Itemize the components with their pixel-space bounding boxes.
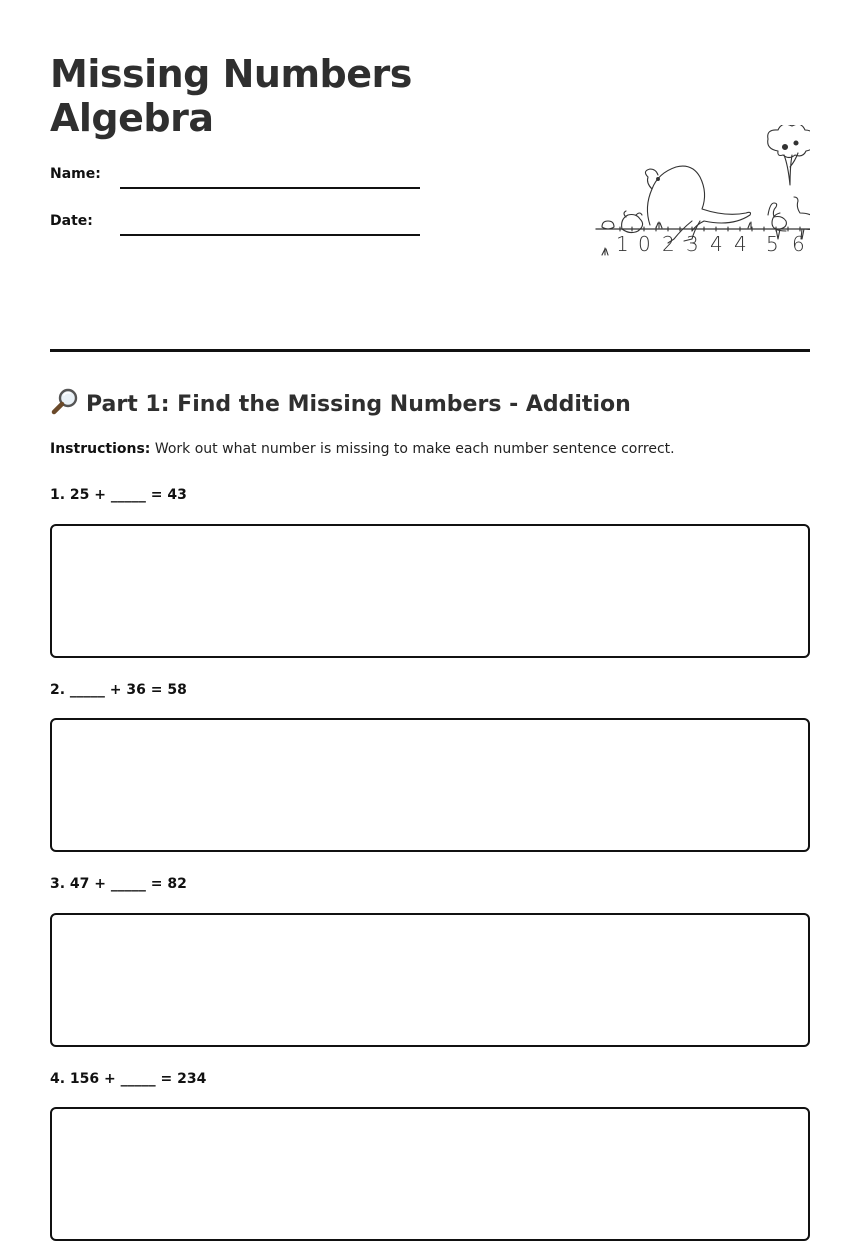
answer-box-1[interactable]	[50, 524, 810, 658]
kangaroo-number-line-illustration	[540, 125, 810, 265]
question-4: 4. 156 + _____ = 234	[50, 1071, 207, 1087]
number-line-label: 4	[710, 232, 723, 256]
instructions-text: Work out what number is missing to make each number sentence correct.	[150, 441, 675, 457]
title-line-1: Missing Numbers	[50, 52, 412, 96]
number-line-label: 0	[638, 232, 651, 256]
question-1: 1. 25 + _____ = 43	[50, 487, 187, 503]
number-line-label: 3	[686, 232, 699, 256]
answer-box-4[interactable]	[50, 1107, 810, 1241]
question-2: 2. _____ + 36 = 58	[50, 682, 187, 698]
date-label: Date:	[50, 213, 93, 229]
question-3: 3. 47 + _____ = 82	[50, 876, 187, 892]
section-divider	[50, 349, 810, 352]
name-label: Name:	[50, 166, 101, 182]
magnifying-glass-icon	[50, 387, 80, 417]
number-line-label: 4	[734, 232, 747, 256]
small-animal-icon	[602, 221, 614, 229]
title-line-2: Algebra	[50, 96, 214, 140]
section-title-text: Part 1: Find the Missing Numbers - Addition	[86, 392, 631, 417]
instructions	[50, 441, 675, 457]
answer-box-2[interactable]	[50, 718, 810, 852]
number-line-label: 2	[662, 232, 675, 256]
section-heading	[50, 387, 631, 421]
tree-icon	[768, 125, 810, 185]
date-field-line[interactable]	[120, 234, 420, 236]
number-line-label: 1	[616, 232, 629, 256]
instructions-label: Instructions:	[50, 441, 151, 457]
answer-box-3[interactable]	[50, 913, 810, 1047]
name-field-line[interactable]	[120, 187, 420, 189]
number-line-label: 6	[792, 232, 805, 256]
number-line-label: 5	[766, 232, 779, 256]
page-title	[50, 52, 412, 140]
